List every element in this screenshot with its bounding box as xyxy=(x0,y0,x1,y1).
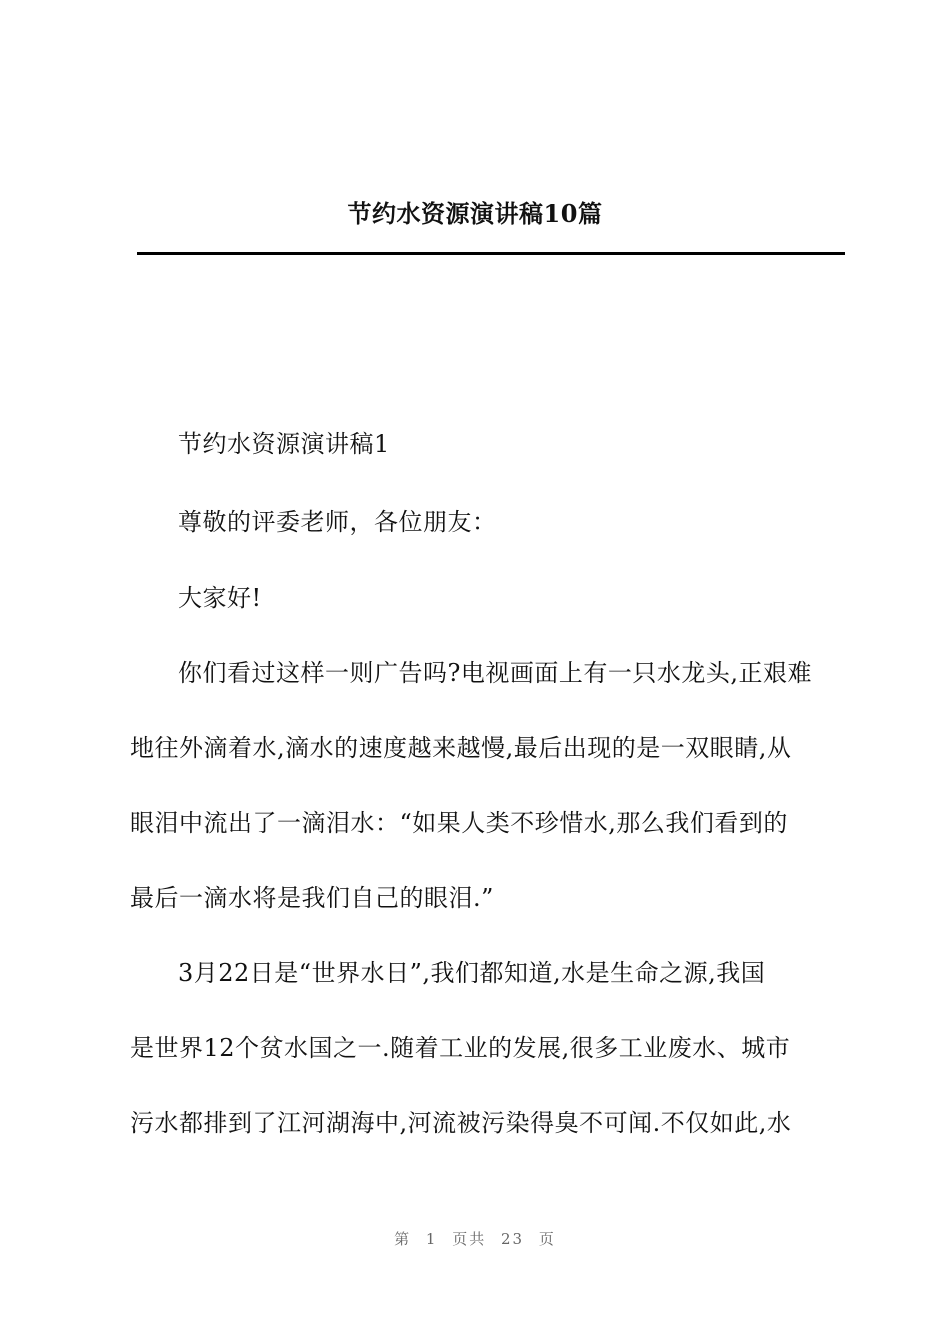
paragraph-line: 眼泪中流出了一滴泪水：“如果人类不珍惜水,那么我们看到的 xyxy=(130,809,788,837)
footer-prefix: 第 xyxy=(394,1230,412,1248)
document-title: 节约水资源演讲稿10篇 xyxy=(347,199,603,228)
title-underline xyxy=(137,252,845,255)
page-footer xyxy=(0,1228,950,1249)
paragraph-line: 污水都排到了江河湖海中,河流被污染得臭不可闻.不仅如此,水 xyxy=(130,1109,792,1137)
footer-middle: 页共 xyxy=(452,1230,487,1248)
paragraph-line: 3月22日是“世界水日”,我们都知道,水是生命之源,我国 xyxy=(178,959,766,987)
paragraph-line: 地往外滴着水,滴水的速度越来越慢,最后出现的是一双眼睛,从 xyxy=(130,734,792,762)
footer-suffix: 页 xyxy=(538,1230,556,1248)
paragraph-line: 最后一滴水将是我们自己的眼泪.” xyxy=(130,884,494,912)
paragraph-line: 你们看过这样一则广告吗?电视画面上有一只水龙头,正艰难 xyxy=(178,659,812,687)
speech-heading: 节约水资源演讲稿1 xyxy=(178,430,390,458)
paragraph-line: 是世界12个贫水国之一.随着工业的发展,很多工业废水、城市 xyxy=(130,1034,791,1062)
greeting-line: 尊敬的评委老师，各位朋友： xyxy=(178,508,497,536)
footer-total-pages: 23 xyxy=(501,1230,525,1248)
greeting-line: 大家好! xyxy=(178,584,262,612)
footer-page-number: 1 xyxy=(425,1230,438,1248)
